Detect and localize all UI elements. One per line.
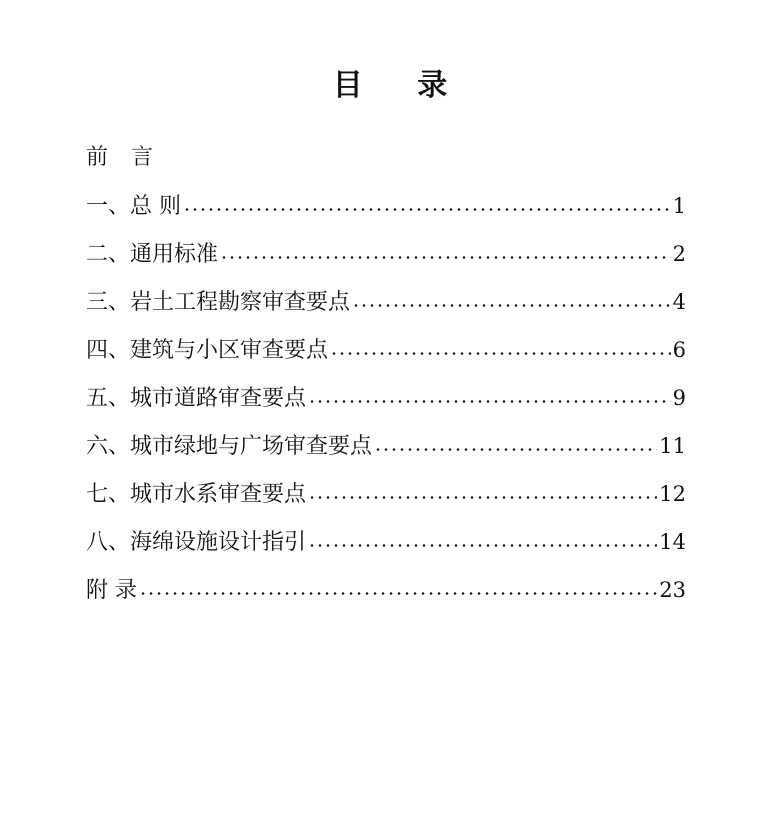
toc-entry-page: 1: [672, 194, 686, 218]
dot-leader: [220, 256, 671, 259]
toc-entry-standards[interactable]: [86, 230, 686, 278]
toc-entry-page: 2: [672, 242, 686, 266]
dot-leader: [374, 448, 657, 451]
toc-entry-sponge-facilities[interactable]: [86, 518, 686, 566]
table-of-contents: [86, 134, 686, 614]
toc-entry-label: 八、海绵设施设计指引: [86, 530, 307, 555]
toc-entry-label: 附 录: [86, 578, 137, 603]
toc-entry-appendix[interactable]: [86, 566, 686, 614]
toc-entry-page: 9: [672, 386, 686, 410]
toc-entry-label: 六、城市绿地与广场审查要点: [86, 434, 373, 459]
dot-leader: [308, 400, 671, 403]
toc-entry-water-systems[interactable]: [86, 470, 686, 518]
toc-entry-green-spaces[interactable]: [86, 422, 686, 470]
toc-entry-label: 五、城市道路审查要点: [86, 386, 307, 411]
dot-leader: [352, 304, 671, 307]
toc-entry-label: 三、岩土工程勘察审查要点: [86, 290, 351, 315]
toc-entry-label: 四、建筑与小区审查要点: [86, 338, 329, 363]
toc-entry-general[interactable]: [86, 182, 686, 230]
toc-entry-roads[interactable]: [86, 374, 686, 422]
dot-leader: [139, 592, 657, 595]
toc-entry-page: 11: [659, 434, 686, 458]
toc-entry-label: 七、城市水系审查要点: [86, 482, 307, 507]
dot-leader: [330, 352, 671, 355]
toc-preface[interactable]: 前 言: [86, 145, 161, 170]
toc-entry-geotechnical[interactable]: [86, 278, 686, 326]
toc-entry-page: 23: [659, 578, 686, 602]
dot-leader: [183, 208, 671, 211]
toc-entry-label: 一、总 则: [86, 194, 181, 219]
dot-leader: [308, 496, 657, 499]
page-title: 目 录: [332, 68, 470, 103]
toc-entry-label: 二、通用标准: [86, 242, 219, 267]
toc-entry-page: 14: [659, 530, 686, 554]
toc-entry-buildings[interactable]: [86, 326, 686, 374]
toc-entry-page: 6: [672, 338, 686, 362]
toc-entry-page: 4: [672, 290, 686, 314]
dot-leader: [308, 544, 657, 547]
toc-entry-page: 12: [659, 482, 686, 506]
